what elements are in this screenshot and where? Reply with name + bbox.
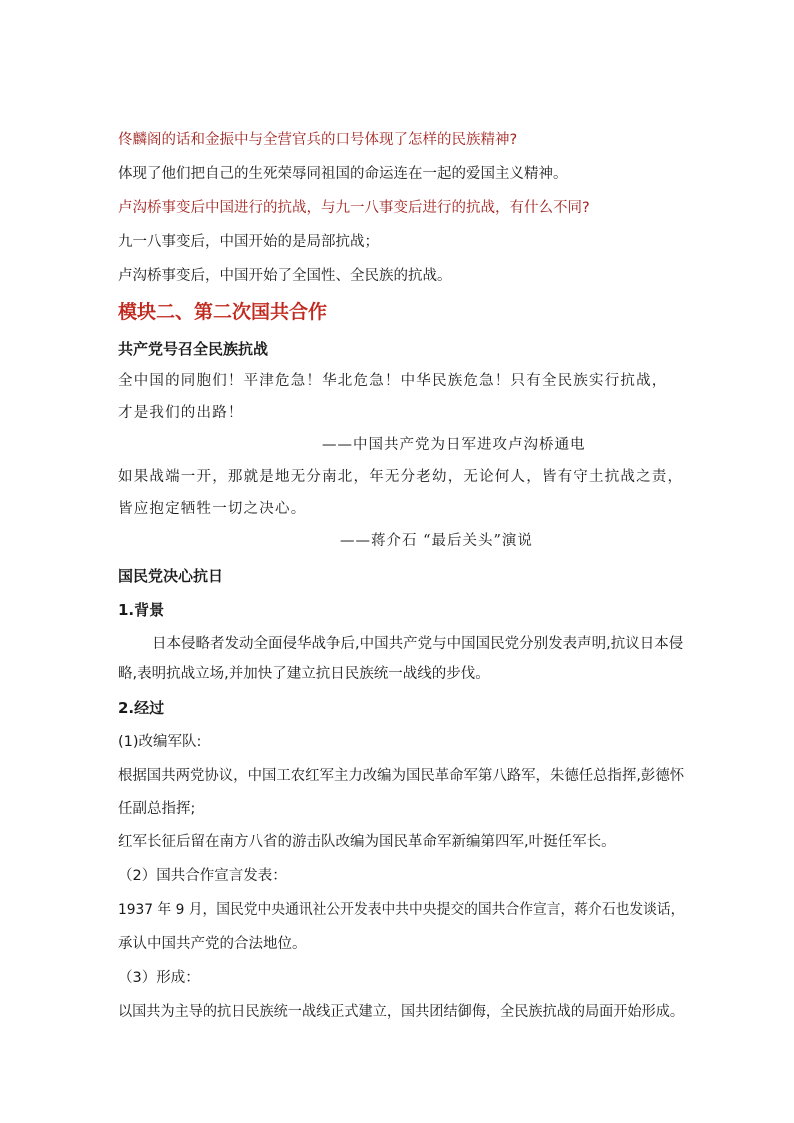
answer-2-line-2: 卢沟桥事变后，中国开始了全国性、全民族的抗战。 xyxy=(118,268,452,284)
process-1-title: (1)改编军队: xyxy=(118,734,202,750)
answer-1: 体现了他们把自己的生死荣辱同祖国的命运连在一起的爱国主义精神。 xyxy=(118,166,568,182)
background-line-2: 略,表明抗战立场,并加快了建立抗日民族统一战线的步伐。 xyxy=(118,666,490,682)
background-line-1: 日本侵略者发动全面侵华战争后,中国共产党与中国国民党分别发表声明,抗议日本侵 xyxy=(152,636,684,652)
process-1-line-2: 任副总指挥; xyxy=(118,801,196,817)
process-2-line-2: 承认中国共产党的合法地位。 xyxy=(118,936,307,952)
process-1-line-3: 红军长征后留在南方八省的游击队改编为国民革命军新编第四军,叶挺任军长。 xyxy=(118,834,616,850)
section-heading-cpc: 共产党号召全民族抗战 xyxy=(118,340,269,358)
section-heading-kmt: 国民党决心抗日 xyxy=(118,567,224,585)
question-2: 卢沟桥事变后中国进行的抗战，与九一八事变后进行的抗战，有什么不同? xyxy=(118,200,590,216)
answer-2-line-1: 九一八事变后，中国开始的是局部抗战； xyxy=(118,234,379,250)
process-1-line-1: 根据国共两党协议，中国工农红军主力改编为国民革命军第八路军，朱德任总指挥,彭德怀 xyxy=(118,768,685,784)
module-title: 模块二、第二次国共合作 xyxy=(118,301,328,323)
quote-1-source: ——中国共产党为日军进攻卢沟桥通电 xyxy=(322,437,586,453)
process-3-title: （3）形成： xyxy=(118,970,200,986)
process-3-line-1: 以国共为主导的抗日民族统一战线正式建立，国共团结御侮，全民族抗战的局面开始形成。 xyxy=(118,1004,685,1020)
quote-1-line-2: 才是我们的出路！ xyxy=(118,405,244,421)
background-heading: 1.背景 xyxy=(118,601,165,619)
quote-2-source: ——蒋介石 “最后关头”演说 xyxy=(340,533,533,549)
process-2-line-1: 1937 年 9 月，国民党中央通讯社公开发表中共中央提交的国共合作宣言，蒋介石也发谈话， xyxy=(118,902,685,918)
quote-2-line-1: 如果战端一开，那就是地无分南北，年无分老幼，无论何人，皆有守土抗战之责， xyxy=(118,469,684,485)
quote-2-line-2: 皆应抱定牺牲一切之决心。 xyxy=(118,501,307,517)
quote-1-line-1: 全中国的同胞们！平津危急！华北危急！中华民族危急！只有全民族实行抗战， xyxy=(118,373,668,389)
process-heading: 2.经过 xyxy=(118,699,165,717)
question-1: 佟麟阁的话和金振中与全营官兵的口号体现了怎样的民族精神? xyxy=(118,132,518,148)
process-2-title: （2）国共合作宣言发表： xyxy=(118,868,287,884)
